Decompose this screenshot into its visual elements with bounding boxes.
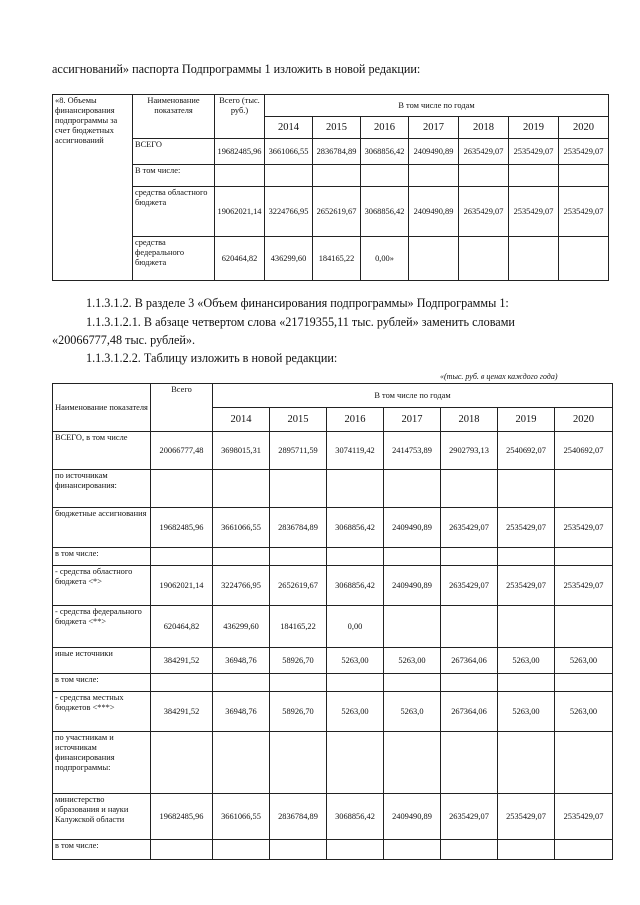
finance-row-value — [498, 840, 555, 860]
finance-row-value — [441, 732, 498, 794]
finance-row-value: 58926,70 — [270, 648, 327, 674]
finance-table-row — [53, 648, 613, 674]
passport-years-group-header: В том числе по годам — [265, 95, 609, 117]
passport-row-value: 2409490,89 — [409, 139, 459, 165]
finance-row-value: 2540692,07 — [555, 432, 613, 470]
finance-row-total: 19062021,14 — [151, 566, 213, 606]
passport-row-name: средства областного бюджета — [133, 187, 215, 237]
paragraph-section-3: 1.1.3.1.2. В разделе 3 «Объем финансирования подпрограммы» Подпрограммы 1: — [86, 296, 509, 310]
passport-year-header: 2019 — [509, 117, 559, 139]
finance-table-row — [53, 548, 613, 566]
finance-row-value: 5263,00 — [555, 648, 613, 674]
finance-table-row — [53, 794, 613, 840]
finance-row-value: 0,00 — [327, 606, 384, 648]
finance-row-value: 5263,00 — [327, 648, 384, 674]
passport-row-total: 19062021,14 — [215, 187, 265, 237]
finance-year-header: 2017 — [384, 408, 441, 432]
finance-row-value — [270, 840, 327, 860]
finance-row-value — [498, 606, 555, 648]
finance-table-row — [53, 566, 613, 606]
finance-row-value — [441, 548, 498, 566]
finance-row-name: в том числе: — [53, 548, 151, 566]
finance-row-value: 2652619,67 — [270, 566, 327, 606]
finance-row-name: - средства местных бюджетов <***> — [53, 692, 151, 732]
finance-table-row — [53, 470, 613, 508]
finance-row-value — [441, 674, 498, 692]
passport-row-value — [265, 165, 313, 187]
finance-row-value — [213, 732, 270, 794]
finance-row-total — [151, 840, 213, 860]
finance-row-value — [270, 470, 327, 508]
passport-row-value: 2635429,07 — [459, 187, 509, 237]
finance-row-value: 3068856,42 — [327, 508, 384, 548]
finance-row-total — [151, 732, 213, 794]
passport-row-value: 2652619,67 — [313, 187, 361, 237]
finance-row-value: 5263,00 — [498, 648, 555, 674]
finance-row-value: 2535429,07 — [498, 794, 555, 840]
finance-table-row — [53, 674, 613, 692]
passport-table-row — [53, 165, 609, 187]
finance-row-value: 436299,60 — [213, 606, 270, 648]
finance-row-value: 3661066,55 — [213, 508, 270, 548]
finance-row-name: министерство образования и науки Калужской области — [53, 794, 151, 840]
finance-row-name: бюджетные ассигнования — [53, 508, 151, 548]
passport-row-value: 3068856,42 — [361, 187, 409, 237]
passport-row-value — [459, 237, 509, 281]
finance-row-value — [384, 606, 441, 648]
finance-row-value: 2414753,89 — [384, 432, 441, 470]
finance-row-total: 20066777,48 — [151, 432, 213, 470]
passport-year-header: 2016 — [361, 117, 409, 139]
passport-row-value — [559, 237, 609, 281]
paragraph-new-value: «20066777,48 тыс. рублей». — [52, 333, 196, 347]
finance-row-value — [441, 606, 498, 648]
finance-row-value: 267364,06 — [441, 692, 498, 732]
finance-year-header: 2015 — [270, 408, 327, 432]
passport-year-header: 2018 — [459, 117, 509, 139]
finance-row-value: 2635429,07 — [441, 508, 498, 548]
passport-row-value — [313, 165, 361, 187]
passport-table-row — [53, 237, 609, 281]
subprogram-financing-table — [52, 383, 613, 860]
passport-row-name: ВСЕГО — [133, 139, 215, 165]
passport-row-value: 3068856,42 — [361, 139, 409, 165]
passport-row-total — [215, 165, 265, 187]
finance-row-value: 2540692,07 — [498, 432, 555, 470]
passport-row-value — [509, 237, 559, 281]
finance-row-value: 2635429,07 — [441, 566, 498, 606]
finance-row-value — [555, 840, 613, 860]
finance-years-group-header: В том числе по годам — [213, 384, 613, 408]
finance-row-value — [498, 732, 555, 794]
finance-row-value — [270, 674, 327, 692]
finance-row-value — [213, 470, 270, 508]
finance-row-value: 2902793,13 — [441, 432, 498, 470]
finance-row-value: 5263,00 — [384, 648, 441, 674]
finance-row-total: 19682485,96 — [151, 794, 213, 840]
finance-row-value: 184165,22 — [270, 606, 327, 648]
finance-row-value — [213, 548, 270, 566]
finance-row-value: 2535429,07 — [498, 508, 555, 548]
finance-col-name-header: Наименование показателя — [53, 384, 151, 432]
finance-row-value — [498, 674, 555, 692]
finance-year-header: 2020 — [555, 408, 613, 432]
finance-row-value — [270, 548, 327, 566]
passport-row-value — [559, 165, 609, 187]
finance-row-value: 3074119,42 — [327, 432, 384, 470]
finance-row-value: 58926,70 — [270, 692, 327, 732]
finance-row-total — [151, 548, 213, 566]
passport-year-header: 2020 — [559, 117, 609, 139]
finance-row-value: 267364,06 — [441, 648, 498, 674]
finance-row-value: 3224766,95 — [213, 566, 270, 606]
passport-row-value: 3661066,55 — [265, 139, 313, 165]
passport-row-value: 184165,22 — [313, 237, 361, 281]
passport-row-total: 620464,82 — [215, 237, 265, 281]
finance-row-value: 2535429,07 — [555, 566, 613, 606]
paragraph-table-new-edition: 1.1.3.1.2.2. Таблицу изложить в новой редакции: — [86, 351, 338, 365]
passport-row-name: В том числе: — [133, 165, 215, 187]
passport-row-value — [509, 165, 559, 187]
finance-table-row — [53, 432, 613, 470]
finance-year-header: 2014 — [213, 408, 270, 432]
finance-row-value: 2535429,07 — [555, 508, 613, 548]
finance-row-value — [441, 470, 498, 508]
finance-row-value — [384, 548, 441, 566]
finance-row-value: 2836784,89 — [270, 794, 327, 840]
passport-table-row — [53, 139, 609, 165]
finance-row-value: 2409490,89 — [384, 566, 441, 606]
passport-financing-table — [52, 94, 609, 281]
passport-row-value — [361, 165, 409, 187]
passport-row-value — [409, 165, 459, 187]
passport-row-value: 2535429,07 — [559, 187, 609, 237]
finance-row-value: 2895711,59 — [270, 432, 327, 470]
finance-year-header: 2016 — [327, 408, 384, 432]
finance-row-value — [213, 840, 270, 860]
finance-row-value: 2635429,07 — [441, 794, 498, 840]
passport-section-label: «8. Объемы финансирования подпрограммы за счет бюджетных ассигнований — [53, 95, 133, 281]
finance-row-value — [384, 732, 441, 794]
paragraph-replace-words: 1.1.3.1.2.1. В абзаце четвертом слова «21719355,11 тыс. рублей» заменить словами — [86, 315, 515, 329]
passport-year-header: 2017 — [409, 117, 459, 139]
finance-year-header: 2018 — [441, 408, 498, 432]
finance-row-value — [327, 732, 384, 794]
finance-table-row — [53, 508, 613, 548]
finance-row-value — [213, 674, 270, 692]
finance-row-value: 2535429,07 — [498, 566, 555, 606]
finance-row-value — [555, 548, 613, 566]
finance-row-value: 2836784,89 — [270, 508, 327, 548]
finance-row-total: 384291,52 — [151, 692, 213, 732]
finance-row-value: 3698015,31 — [213, 432, 270, 470]
finance-row-name: иные источники — [53, 648, 151, 674]
passport-row-value — [409, 237, 459, 281]
finance-table-row — [53, 840, 613, 860]
finance-row-value — [441, 840, 498, 860]
passport-col-name-header: Наименование показателя — [133, 95, 215, 139]
finance-row-value: 2409490,89 — [384, 794, 441, 840]
finance-table-row — [53, 606, 613, 648]
passport-row-value: 436299,60 — [265, 237, 313, 281]
finance-row-value — [384, 840, 441, 860]
finance-row-value: 3661066,55 — [213, 794, 270, 840]
passport-row-value: 2836784,89 — [313, 139, 361, 165]
finance-row-value: 3068856,42 — [327, 566, 384, 606]
finance-row-value — [384, 674, 441, 692]
passport-table-row — [53, 187, 609, 237]
finance-row-value: 3068856,42 — [327, 794, 384, 840]
passport-row-value: 2635429,07 — [459, 139, 509, 165]
finance-row-value — [498, 548, 555, 566]
passport-row-value: 0,00» — [361, 237, 409, 281]
finance-row-value — [327, 548, 384, 566]
finance-row-value — [327, 840, 384, 860]
passport-row-value: 3224766,95 — [265, 187, 313, 237]
finance-row-total — [151, 470, 213, 508]
finance-row-value: 5263,00 — [555, 692, 613, 732]
unit-note: «(тыс. руб. в ценах каждого года) — [440, 372, 558, 381]
passport-row-name: средства федерального бюджета — [133, 237, 215, 281]
finance-row-value: 36948,76 — [213, 648, 270, 674]
finance-row-name: по источникам финансирования: — [53, 470, 151, 508]
passport-row-value — [459, 165, 509, 187]
finance-table-row — [53, 732, 613, 794]
finance-row-value — [555, 674, 613, 692]
passport-row-value: 2535429,07 — [559, 139, 609, 165]
finance-row-total: 19682485,96 — [151, 508, 213, 548]
finance-row-value: 5263,0 — [384, 692, 441, 732]
finance-row-value — [555, 606, 613, 648]
intro-line: ассигнований» паспорта Подпрограммы 1 изложить в новой редакции: — [52, 62, 421, 76]
passport-row-value: 2535429,07 — [509, 139, 559, 165]
finance-row-value: 2535429,07 — [555, 794, 613, 840]
finance-row-total — [151, 674, 213, 692]
finance-col-total-header: Всего — [151, 384, 213, 432]
finance-row-name: по участникам и источникам финансирования подпрограммы: — [53, 732, 151, 794]
finance-row-name: в том числе: — [53, 674, 151, 692]
finance-row-value — [270, 732, 327, 794]
finance-row-value: 36948,76 — [213, 692, 270, 732]
finance-row-name: - средства областного бюджета <*> — [53, 566, 151, 606]
passport-col-total-header: Всего (тыс. руб.) — [215, 95, 265, 139]
finance-row-value — [555, 470, 613, 508]
passport-row-value: 2535429,07 — [509, 187, 559, 237]
finance-row-name: ВСЕГО, в том числе — [53, 432, 151, 470]
passport-year-header: 2014 — [265, 117, 313, 139]
finance-row-total: 384291,52 — [151, 648, 213, 674]
finance-row-value — [555, 732, 613, 794]
finance-row-name: в том числе: — [53, 840, 151, 860]
finance-row-value: 2409490,89 — [384, 508, 441, 548]
finance-row-value: 5263,00 — [327, 692, 384, 732]
finance-row-total: 620464,82 — [151, 606, 213, 648]
passport-year-header: 2015 — [313, 117, 361, 139]
finance-row-value — [498, 470, 555, 508]
finance-year-header: 2019 — [498, 408, 555, 432]
finance-row-value — [327, 674, 384, 692]
passport-row-value: 2409490,89 — [409, 187, 459, 237]
finance-table-row — [53, 692, 613, 732]
finance-row-value: 5263,00 — [498, 692, 555, 732]
finance-row-name: - средства федерального бюджета <**> — [53, 606, 151, 648]
finance-row-value — [384, 470, 441, 508]
passport-row-total: 19682485,96 — [215, 139, 265, 165]
finance-row-value — [327, 470, 384, 508]
